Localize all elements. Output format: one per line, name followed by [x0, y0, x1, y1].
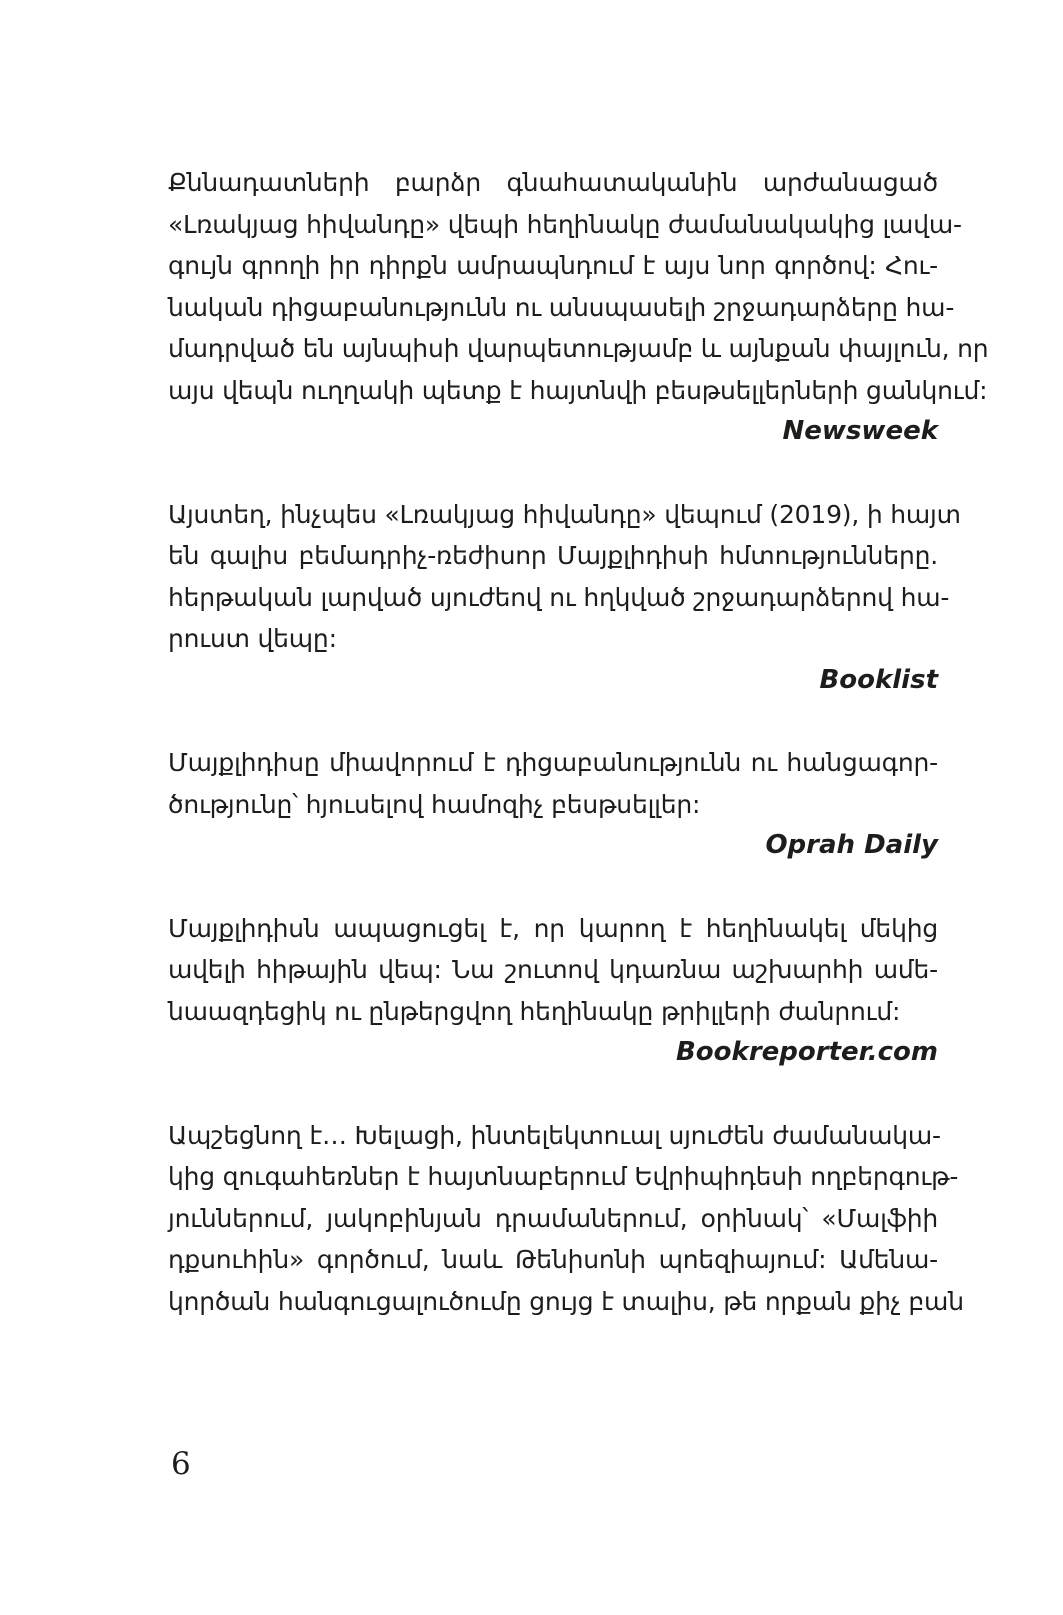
review-quotes-block: [168, 162, 989, 1363]
review-quote-booklist: [168, 494, 961, 702]
quote-line: գույն գրողի իր դիրքն ամրապնդում է այս նոր գործով: Հու-: [168, 251, 938, 280]
quote-line: հերթական լարված սյուժեով ու հղկված շրջադարձերով հա-: [168, 582, 950, 612]
review-source-newsweek: Newsweek: [782, 416, 938, 446]
quote-line: «Լռակյաց հիվանդը» վեպի հեղինակը ժամանակակից լավա-: [168, 209, 962, 239]
quote-line: են գալիս բեմադրիչ-ռեժիսոր Մայքլիդիսի հմտությունները.: [168, 541, 938, 570]
quote-line: րուստ վեպը:: [168, 624, 337, 653]
review-source-oprah-daily: Oprah Daily: [765, 830, 938, 860]
quote-line: դքսուհին» գործում, նաև Թենիսոնի պոեզիայում: Ամենա-: [168, 1245, 938, 1274]
quote-line: այս վեպն ուղղակի պետք է հայտնվի բեսթսելլերների ցանկում:: [168, 375, 988, 405]
quote-line: յուններում, յակոբինյան դրամաներում, օրինակ՝ «Մալֆիի: [168, 1203, 938, 1233]
quote-line: ծությունը՝ հյուսելով համոզիչ բեսթսելլեր:: [168, 789, 701, 819]
review-quote-oprah-daily: [168, 742, 938, 867]
quote-line: ավելի հիթային վեպ: Նա շուտով կդառնա աշխարհի ամե-: [168, 955, 938, 984]
quote-line: Այստեղ, ինչպես «Լռակյաց հիվանդը» վեպում (2019), ի հայտ: [168, 499, 961, 529]
review-quote-continued: [168, 1115, 964, 1323]
review-quote-newsweek: [168, 162, 989, 453]
quote-line: նական դիցաբանությունն ու անսպասելի շրջադարձերը հա-: [168, 292, 955, 322]
review-source-bookreporter: Bookreporter.com: [675, 1037, 938, 1067]
review-source-booklist: Booklist: [819, 664, 938, 695]
quote-line: Մայքլիդիսն ապացուցել է, որ կարող է հեղինակել մեկից: [168, 913, 938, 943]
quote-line: կործան հանգուցալուծումը ցույց է տալիս, թե որքան քիչ բան: [168, 1286, 964, 1316]
quote-line: նաազդեցիկ ու ընթերցվող հեղինակը թրիլլերի ժանրում:: [168, 996, 901, 1026]
page-number: 6: [171, 1446, 191, 1482]
quote-line: մադրված են այնպիսի վարպետությամբ և այնքան փայլուն, որ: [168, 334, 989, 363]
quote-line: Մայքլիդիսը միավորում է դիցաբանությունն ու հանցագոր-: [168, 748, 938, 777]
quote-line: Ապշեցնող է… Խելացի, ինտելեկտուալ սյուժեն ժամանակա-: [168, 1120, 941, 1150]
quote-line: Քննադատների բարձր գնահատականին արժանացած: [168, 168, 938, 197]
quote-line: կից զուգահեռներ է հայտնաբերում Եվրիպիդեսի ողբերգութ-: [168, 1162, 959, 1191]
review-quote-bookreporter: [168, 908, 938, 1074]
